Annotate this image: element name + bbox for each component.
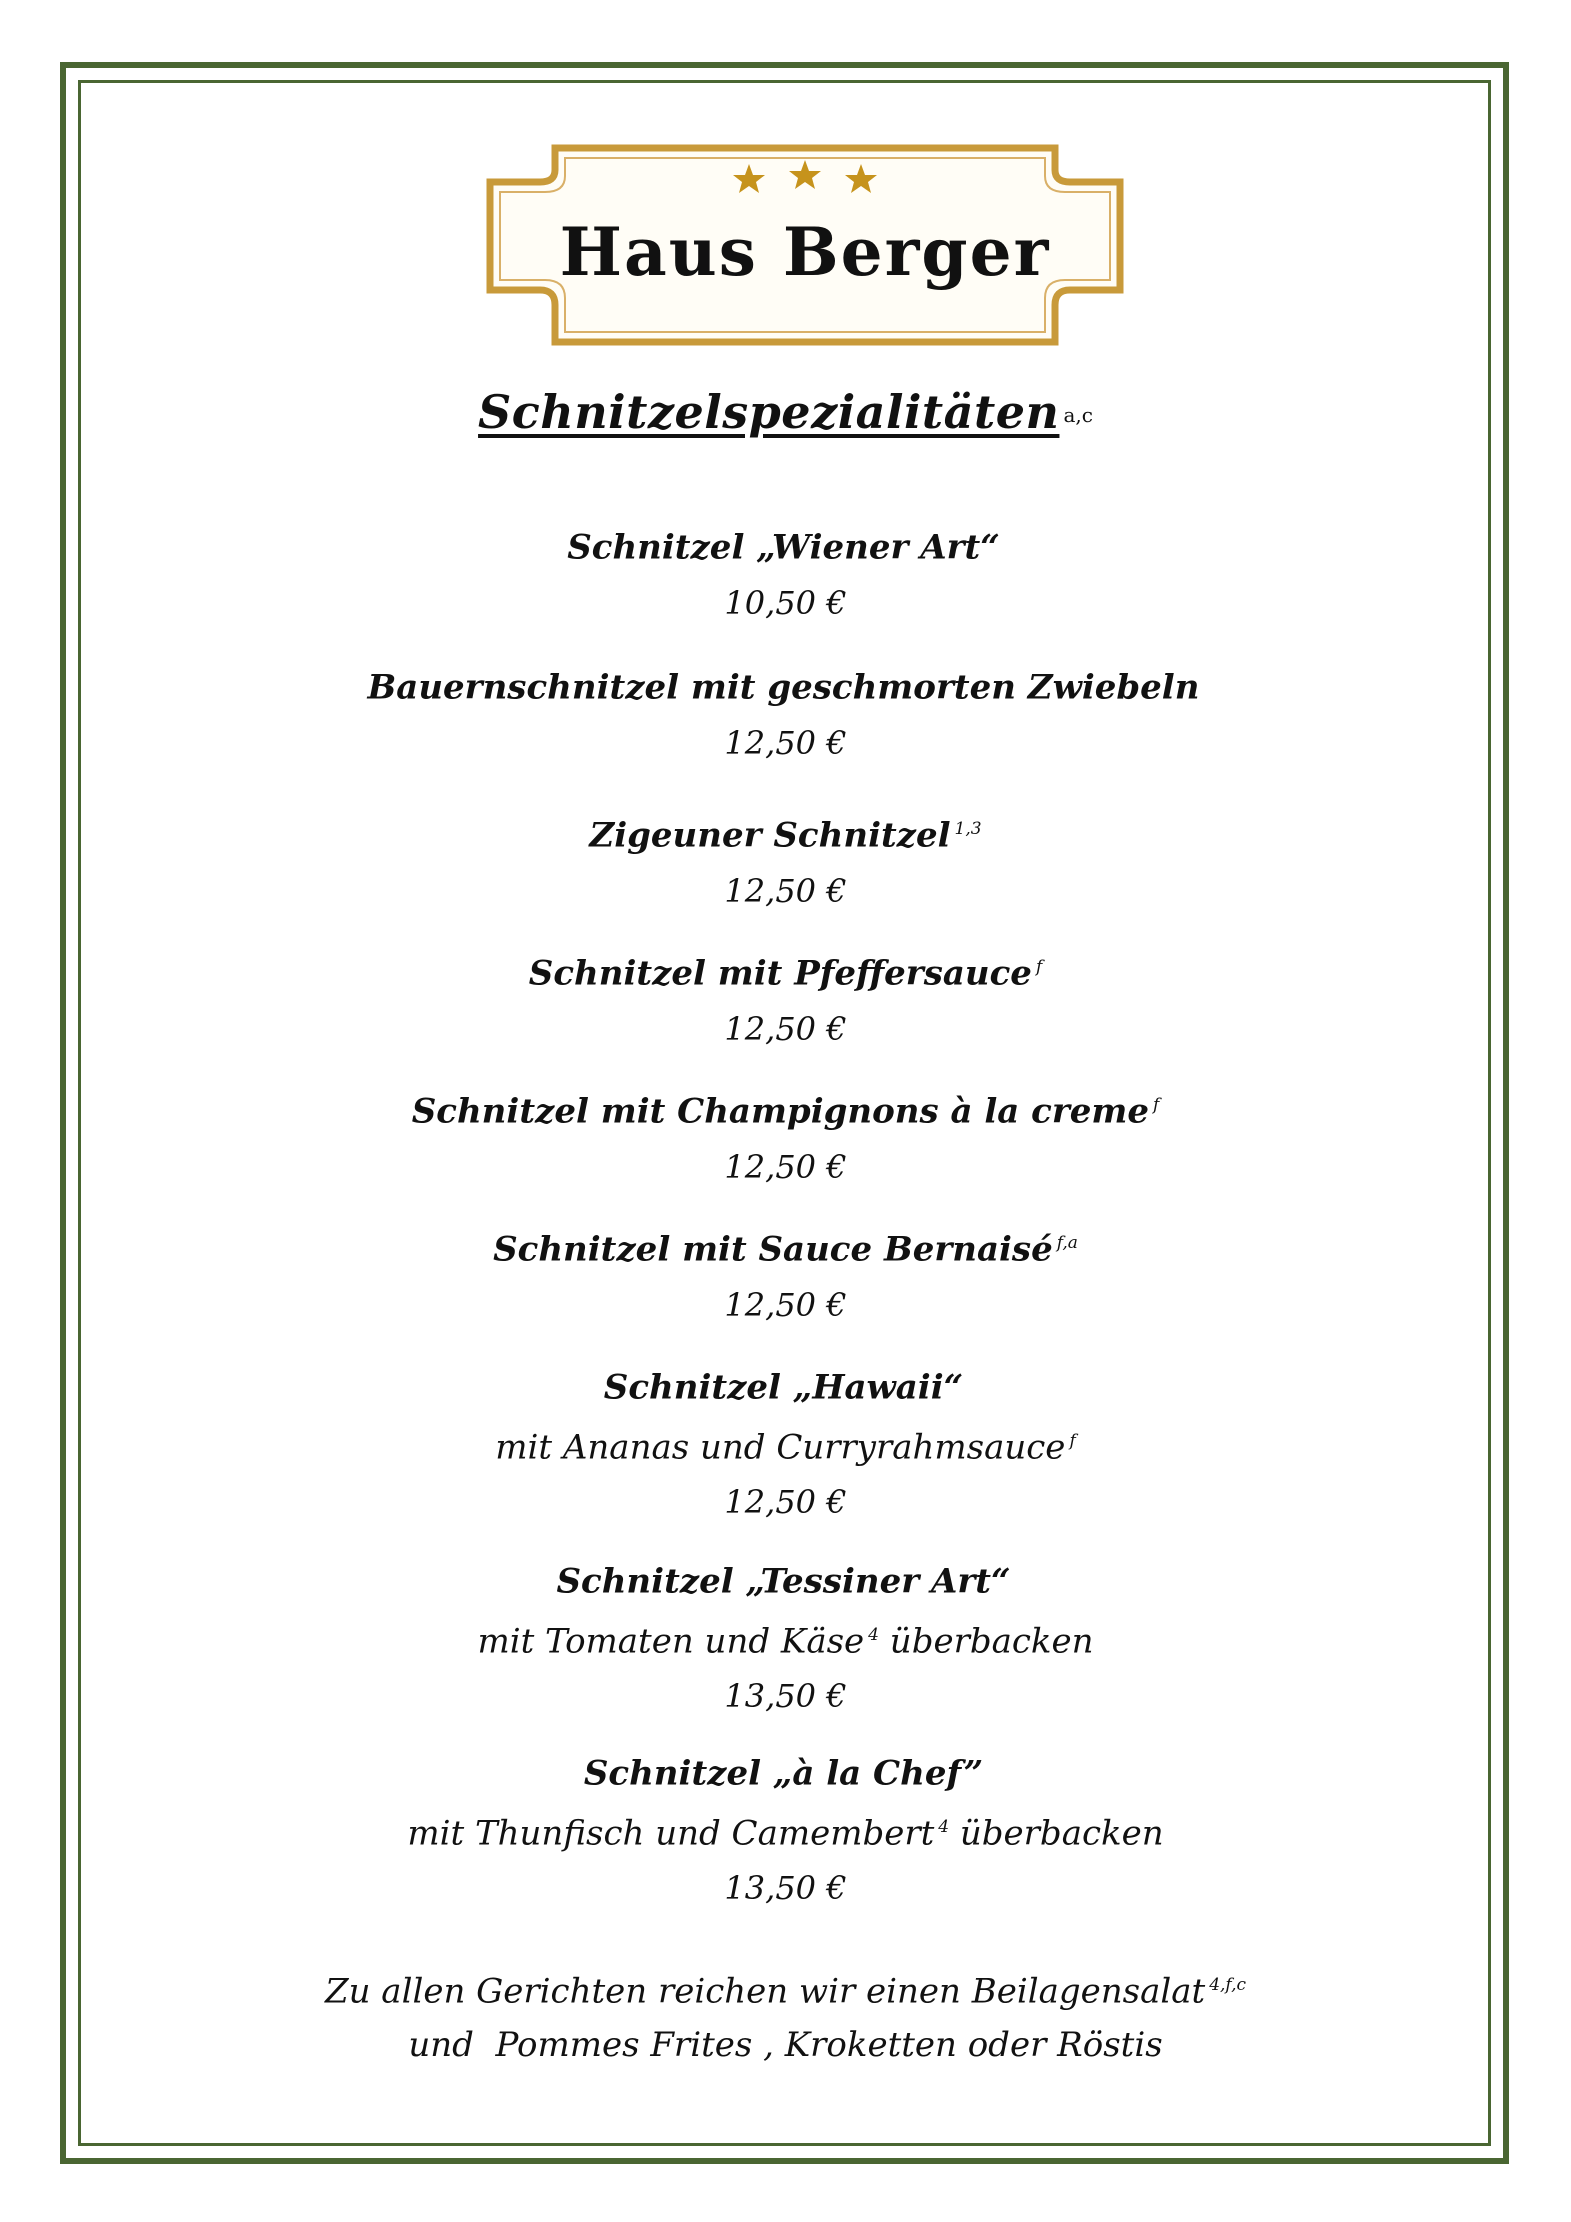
menu-item	[0, 1746, 1571, 1909]
menu-item	[0, 1554, 1571, 1717]
dish-price: 12,50 €	[724, 1286, 847, 1325]
dish-price: 12,50 €	[724, 1010, 847, 1049]
menu-item	[0, 808, 1571, 912]
dish-name: Zigeuner Schnitzel $^{1,3}$	[589, 815, 982, 856]
menu-item	[0, 1222, 1571, 1326]
logo-graphic	[480, 140, 1130, 350]
dish-name: Schnitzel mit Pfeffersauce $^f$	[528, 953, 1043, 994]
dish-price: 10,50 €	[724, 584, 847, 623]
dish-price: 12,50 €	[724, 1482, 847, 1521]
menu-item	[0, 946, 1571, 1050]
haus-berger-logo	[480, 140, 1130, 350]
side-dish-note	[0, 1958, 1571, 2072]
side-dish-line-2: und Pommes Frites , Kroketten oder Röstis	[408, 2025, 1163, 2066]
dish-price: 12,50 €	[724, 724, 847, 763]
dish-description: mit Ananas und Curryrahmsauce $^f$	[495, 1427, 1076, 1468]
dish-name: Schnitzel mit Champignons à la creme $^f$	[411, 1091, 1160, 1132]
menu-item	[0, 660, 1571, 764]
menu-title-block	[0, 385, 1571, 439]
title-allergens: a,c	[1063, 402, 1093, 427]
menu-item	[0, 1084, 1571, 1188]
page-title: Schnitzelspezialitäten	[478, 385, 1060, 439]
menu-item	[0, 520, 1571, 624]
dish-name: Schnitzel „Tessiner Art“	[556, 1561, 1011, 1602]
logo-text: Haus Berger	[559, 213, 1051, 291]
dish-name: Schnitzel „à la Chef”	[583, 1753, 984, 1794]
menu-item	[0, 1360, 1571, 1523]
dish-description: mit Thunfisch und Camembert $^4$ überbacken	[407, 1813, 1164, 1854]
dish-name: Bauernschnitzel mit geschmorten Zwiebeln	[367, 667, 1200, 708]
dish-price: 12,50 €	[724, 1148, 847, 1187]
dish-name: Schnitzel „Hawaii“	[603, 1367, 964, 1408]
dish-description: mit Tomaten und Käse $^4$ überbacken	[477, 1621, 1094, 1662]
dish-name: Schnitzel mit Sauce Bernaisé $^{f,a}$	[493, 1229, 1078, 1270]
dish-price: 12,50 €	[724, 872, 847, 911]
dish-price: 13,50 €	[724, 1676, 847, 1715]
dish-price: 13,50 €	[724, 1868, 847, 1907]
side-dish-line-1: Zu allen Gerichten reichen wir einen Beilagensalat $^{4,f,c}$	[324, 1971, 1247, 2012]
dish-name: Schnitzel „Wiener Art“	[567, 527, 1000, 568]
